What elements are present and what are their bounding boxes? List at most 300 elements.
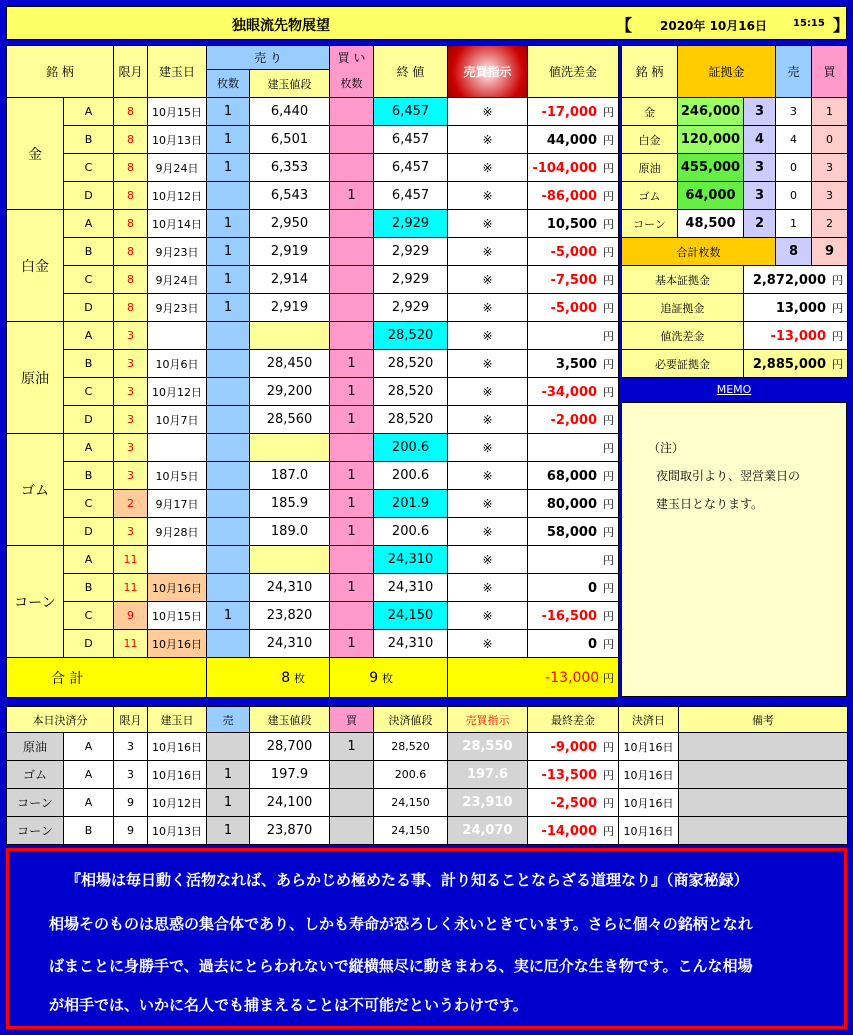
diff-value — [528, 602, 619, 630]
final-amount: -14,000 — [541, 823, 597, 839]
settle-letter: B — [64, 817, 114, 845]
settle-letter: A — [64, 789, 114, 817]
close-price: 24,150 — [374, 602, 448, 630]
settle-final — [528, 761, 619, 789]
contract-month: 9 — [114, 602, 148, 630]
close-price: 28,520 — [374, 350, 448, 378]
table-row — [7, 322, 619, 350]
header-date: 2020年 10月16日 — [660, 19, 767, 33]
entry-price — [250, 322, 330, 350]
yen-unit: 円 — [603, 824, 614, 838]
contract-letter: B — [64, 238, 114, 266]
settle-instruction: 24,070 — [448, 817, 528, 845]
diff-amount: 3,500 — [555, 356, 598, 372]
diff-value — [528, 238, 619, 266]
instruction-mark: ※ — [448, 266, 528, 294]
sell-qty — [207, 630, 250, 658]
entry-price: 187.0 — [250, 462, 330, 490]
settle-entry-price: 197.9 — [250, 761, 330, 789]
settle-header-month: 限月 — [114, 707, 148, 733]
contract-letter: A — [64, 434, 114, 462]
diff-value — [528, 378, 619, 406]
margin-row — [622, 126, 848, 154]
yen-unit: 円 — [603, 581, 615, 595]
instruction-mark: ※ — [448, 574, 528, 602]
entry-price: 23,820 — [250, 602, 330, 630]
diff-amount: -34,000 — [541, 384, 598, 400]
margin-total-row — [622, 238, 848, 266]
table-row — [7, 462, 619, 490]
buy-qty — [330, 546, 374, 574]
margin-buy: 0 — [812, 126, 848, 154]
sell-qty — [207, 546, 250, 574]
settle-price: 28,520 — [374, 733, 448, 761]
summary-amount: 2,885,000 — [752, 356, 827, 372]
buy-qty: 1 — [330, 490, 374, 518]
settle-entry-price: 23,870 — [250, 817, 330, 845]
total-sell — [207, 658, 330, 698]
sell-qty — [207, 378, 250, 406]
diff-amount: 80,000 — [546, 496, 598, 512]
col-header-date: 建玉日 — [148, 46, 207, 98]
settle-buy-qty — [330, 761, 374, 789]
yen-unit: 円 — [603, 768, 614, 782]
diff-amount: 58,000 — [546, 524, 598, 540]
instruction-mark: ※ — [448, 630, 528, 658]
buy-qty: 1 — [330, 518, 374, 546]
diff-amount: 10,500 — [546, 216, 598, 232]
settle-note — [679, 733, 848, 761]
margin-sell: 0 — [776, 154, 812, 182]
margin-sell: 1 — [776, 210, 812, 238]
contract-letter: A — [64, 98, 114, 126]
instruction-mark: ※ — [448, 434, 528, 462]
buy-qty: 1 — [330, 378, 374, 406]
col-header-buy: 買 い — [330, 46, 374, 70]
sell-qty — [207, 518, 250, 546]
settle-sell-qty: 1 — [207, 761, 250, 789]
entry-price: 24,310 — [250, 630, 330, 658]
instruction-mark: ※ — [448, 546, 528, 574]
margin-sell: 0 — [776, 182, 812, 210]
entry-price: 6,353 — [250, 154, 330, 182]
margin-amount: 246,000 — [678, 98, 744, 126]
table-row — [7, 630, 619, 658]
entry-date: 9月23日 — [148, 238, 207, 266]
contract-month: 8 — [114, 126, 148, 154]
contract-month: 8 — [114, 294, 148, 322]
table-row — [7, 350, 619, 378]
yen-unit: 円 — [603, 329, 615, 343]
yen-unit: 円 — [603, 273, 615, 287]
contract-month: 3 — [114, 350, 148, 378]
margin-commodity: ゴム — [622, 182, 678, 210]
buy-qty: 1 — [330, 350, 374, 378]
settle-commodity: 原油 — [7, 733, 64, 761]
total-diff — [448, 658, 619, 698]
contract-letter: A — [64, 322, 114, 350]
settle-month: 3 — [114, 761, 148, 789]
contract-letter: B — [64, 350, 114, 378]
margin-buy: 3 — [812, 154, 848, 182]
margin-buy: 3 — [812, 182, 848, 210]
settle-note — [679, 817, 848, 845]
margin-buy: 1 — [812, 98, 848, 126]
total-diff-amount: -13,000 — [545, 669, 600, 686]
table-row — [7, 574, 619, 602]
sell-qty — [207, 462, 250, 490]
entry-date: 10月16日 — [148, 574, 207, 602]
diff-value — [528, 574, 619, 602]
margin-units: 4 — [744, 126, 776, 154]
quote-line: ばまことに身勝手で、過去にとらわれないで縦横無尽に動きまわる、実に厄介な生き物です。こんな相場 — [49, 957, 753, 975]
contract-month: 8 — [114, 238, 148, 266]
settle-instruction: 23,910 — [448, 789, 528, 817]
settle-final — [528, 789, 619, 817]
close-price: 6,457 — [374, 98, 448, 126]
contract-letter: C — [64, 154, 114, 182]
summary-label: 値洗差金 — [622, 322, 744, 350]
margin-summary-row — [622, 294, 848, 322]
instruction-mark: ※ — [448, 98, 528, 126]
diff-value — [528, 126, 619, 154]
entry-price: 2,914 — [250, 266, 330, 294]
commodity-name: 原油 — [7, 322, 64, 434]
contract-letter: D — [64, 630, 114, 658]
col-header-month: 限月 — [114, 46, 148, 98]
buy-qty — [330, 126, 374, 154]
close-price: 200.6 — [374, 434, 448, 462]
entry-price — [250, 434, 330, 462]
buy-qty: 1 — [330, 182, 374, 210]
summary-value — [744, 266, 848, 294]
settle-entry-date: 10月12日 — [148, 789, 207, 817]
diff-value — [528, 462, 619, 490]
settle-header-note: 備考 — [679, 707, 848, 733]
summary-value — [744, 322, 848, 350]
entry-price — [250, 546, 330, 574]
margin-row — [622, 210, 848, 238]
entry-date: 10月15日 — [148, 602, 207, 630]
diff-amount: 0 — [587, 636, 598, 652]
yen-unit: 円 — [603, 161, 615, 175]
settlement-table — [6, 706, 848, 845]
settle-note — [679, 789, 848, 817]
close-price: 2,929 — [374, 294, 448, 322]
diff-value — [528, 98, 619, 126]
entry-date: 9月24日 — [148, 266, 207, 294]
yen-unit: 円 — [603, 609, 615, 623]
diff-amount: -17,000 — [541, 104, 598, 120]
buy-qty: 1 — [330, 406, 374, 434]
contract-letter: C — [64, 490, 114, 518]
table-row — [7, 294, 619, 322]
diff-value — [528, 490, 619, 518]
entry-date: 10月15日 — [148, 98, 207, 126]
contract-letter: A — [64, 546, 114, 574]
margin-sell: 4 — [776, 126, 812, 154]
total-sell-qty: 8 — [281, 669, 291, 686]
settlement-row — [7, 761, 848, 789]
buy-qty — [330, 210, 374, 238]
header-bar — [6, 6, 850, 40]
margin-header-buy: 買 — [812, 46, 848, 98]
summary-amount: -13,000 — [770, 328, 827, 344]
margin-header-sell: 売 — [776, 46, 812, 98]
contract-letter: D — [64, 294, 114, 322]
settle-date: 10月16日 — [619, 761, 679, 789]
diff-value — [528, 294, 619, 322]
diff-value — [528, 266, 619, 294]
settle-header-buy: 買 — [330, 707, 374, 733]
margin-summary-row — [622, 266, 848, 294]
settle-instruction: 28,550 — [448, 733, 528, 761]
close-price: 24,310 — [374, 630, 448, 658]
margin-total-buy: 9 — [812, 238, 848, 266]
settle-final — [528, 817, 619, 845]
diff-value — [528, 350, 619, 378]
margin-commodity: 金 — [622, 98, 678, 126]
instruction-mark: ※ — [448, 126, 528, 154]
quote-line: 『相場は毎日動く活物なれば、あらかじめ極めたる事、計り知ることならざる道理なり』（商家秘録） — [66, 871, 749, 889]
contract-month: 3 — [114, 406, 148, 434]
yen-unit: 円 — [832, 273, 844, 287]
margin-row — [622, 98, 848, 126]
close-price: 28,520 — [374, 378, 448, 406]
margin-row — [622, 182, 848, 210]
table-row — [7, 546, 619, 574]
yen-unit: 円 — [832, 301, 844, 315]
diff-value — [528, 322, 619, 350]
margin-total-sell: 8 — [776, 238, 812, 266]
diff-amount: 68,000 — [546, 468, 598, 484]
entry-date: 10月16日 — [148, 630, 207, 658]
sell-qty: 1 — [207, 238, 250, 266]
contract-letter: D — [64, 518, 114, 546]
bracket-open: 【 — [616, 16, 633, 35]
entry-date: 9月23日 — [148, 294, 207, 322]
entry-price: 2,950 — [250, 210, 330, 238]
settlement-row — [7, 817, 848, 845]
sell-qty — [207, 574, 250, 602]
sell-qty: 1 — [207, 294, 250, 322]
yen-unit: 円 — [603, 385, 615, 399]
table-row — [7, 238, 619, 266]
settle-letter: A — [64, 733, 114, 761]
instruction-mark: ※ — [448, 154, 528, 182]
contract-month: 11 — [114, 574, 148, 602]
memo-link[interactable]: MEMO — [716, 383, 752, 396]
table-row — [7, 154, 619, 182]
entry-date — [148, 322, 207, 350]
settle-buy-qty: 1 — [330, 733, 374, 761]
contract-letter: D — [64, 182, 114, 210]
settle-buy-qty — [330, 789, 374, 817]
margin-total-label: 合計枚数 — [622, 238, 776, 266]
header-time: 15:15 — [793, 18, 825, 29]
entry-price: 6,543 — [250, 182, 330, 210]
entry-price: 189.0 — [250, 518, 330, 546]
margin-header-margin: 証拠金 — [678, 46, 776, 98]
buy-qty — [330, 434, 374, 462]
sell-qty — [207, 182, 250, 210]
settle-header-final: 最終差金 — [528, 707, 619, 733]
yen-unit: 円 — [832, 329, 844, 343]
diff-value — [528, 154, 619, 182]
entry-price: 24,310 — [250, 574, 330, 602]
table-row — [7, 602, 619, 630]
table-row — [7, 182, 619, 210]
contract-letter: C — [64, 378, 114, 406]
entry-price: 6,440 — [250, 98, 330, 126]
settle-price: 200.6 — [374, 761, 448, 789]
col-header-price: 建玉値段 — [250, 70, 330, 98]
entry-price: 29,200 — [250, 378, 330, 406]
sell-qty — [207, 350, 250, 378]
quote-line: が相手では、いかに名人でも捕まえることは不可能だというわけです。 — [49, 996, 528, 1014]
sell-qty: 1 — [207, 210, 250, 238]
quote-line: 相場そのものは思惑の集合体であり、しかも寿命が恐ろしく永いときています。さらに個々の銘柄となれ — [49, 915, 753, 933]
table-row — [7, 406, 619, 434]
yen-unit: 円 — [603, 133, 615, 147]
positions-table — [6, 45, 619, 698]
buy-qty — [330, 98, 374, 126]
page-title: 独眼流先物展望 — [232, 18, 330, 34]
yen-unit: 円 — [603, 357, 615, 371]
sell-qty: 1 — [207, 154, 250, 182]
settle-letter: A — [64, 761, 114, 789]
instruction-mark: ※ — [448, 182, 528, 210]
instruction-mark: ※ — [448, 210, 528, 238]
close-price: 200.6 — [374, 462, 448, 490]
instruction-mark: ※ — [448, 378, 528, 406]
buy-qty — [330, 322, 374, 350]
margin-units: 3 — [744, 154, 776, 182]
margin-commodity: 原油 — [622, 154, 678, 182]
sell-qty: 1 — [207, 98, 250, 126]
entry-date: 9月24日 — [148, 154, 207, 182]
entry-date: 10月6日 — [148, 350, 207, 378]
entry-price: 2,919 — [250, 294, 330, 322]
yen-unit: 円 — [603, 525, 615, 539]
memo-panel — [621, 402, 847, 697]
contract-letter: B — [64, 462, 114, 490]
settle-entry-date: 10月16日 — [148, 733, 207, 761]
table-row — [7, 126, 619, 154]
sell-qty — [207, 406, 250, 434]
margin-table — [621, 45, 848, 378]
margin-buy: 2 — [812, 210, 848, 238]
settle-commodity: コーン — [7, 789, 64, 817]
contract-month: 11 — [114, 630, 148, 658]
diff-amount: -2,000 — [550, 412, 598, 428]
table-row — [7, 98, 619, 126]
margin-amount: 455,000 — [678, 154, 744, 182]
col-header-close: 終 値 — [374, 46, 448, 98]
yen-unit: 円 — [603, 245, 615, 259]
close-price: 6,457 — [374, 126, 448, 154]
instruction-mark: ※ — [448, 406, 528, 434]
memo-line: 建玉日となります。 — [656, 497, 764, 511]
buy-qty — [330, 602, 374, 630]
unit-label: 枚 — [294, 671, 306, 685]
margin-units: 3 — [744, 98, 776, 126]
sell-qty — [207, 322, 250, 350]
quote-panel — [6, 848, 847, 1029]
entry-price: 28,560 — [250, 406, 330, 434]
memo-line: （注） — [648, 441, 685, 455]
diff-value — [528, 210, 619, 238]
commodity-name: ゴム — [7, 434, 64, 546]
total-buy — [330, 658, 448, 698]
settle-entry-price: 28,700 — [250, 733, 330, 761]
contract-month: 2 — [114, 490, 148, 518]
entry-price: 2,919 — [250, 238, 330, 266]
memo-line: 夜間取引より、翌営業日の — [656, 469, 801, 483]
entry-date: 10月13日 — [148, 126, 207, 154]
buy-qty — [330, 154, 374, 182]
settle-commodity: コーン — [7, 817, 64, 845]
diff-value — [528, 434, 619, 462]
margin-sell: 3 — [776, 98, 812, 126]
sell-qty: 1 — [207, 602, 250, 630]
margin-units: 3 — [744, 182, 776, 210]
settle-sell-qty — [207, 733, 250, 761]
close-price: 6,457 — [374, 154, 448, 182]
settle-price: 24,150 — [374, 789, 448, 817]
entry-price: 185.9 — [250, 490, 330, 518]
table-row — [7, 490, 619, 518]
close-price: 2,929 — [374, 266, 448, 294]
sell-qty — [207, 490, 250, 518]
instruction-mark: ※ — [448, 518, 528, 546]
contract-month: 8 — [114, 266, 148, 294]
table-row — [7, 266, 619, 294]
instruction-mark: ※ — [448, 238, 528, 266]
contract-month: 11 — [114, 546, 148, 574]
final-amount: -9,000 — [550, 739, 597, 755]
entry-date: 10月5日 — [148, 462, 207, 490]
summary-value — [744, 294, 848, 322]
contract-letter: B — [64, 574, 114, 602]
buy-qty: 1 — [330, 462, 374, 490]
buy-qty — [330, 294, 374, 322]
yen-unit: 円 — [603, 469, 615, 483]
col-header-instruction: 売買指示 — [448, 46, 528, 98]
diff-value — [528, 518, 619, 546]
table-row — [7, 518, 619, 546]
diff-value — [528, 406, 619, 434]
settle-date: 10月16日 — [619, 733, 679, 761]
col-header-sell: 売 り — [207, 46, 330, 70]
close-price: 200.6 — [374, 518, 448, 546]
margin-summary-row — [622, 322, 848, 350]
unit-label: 枚 — [382, 671, 394, 685]
yen-unit: 円 — [832, 357, 844, 371]
yen-unit: 円 — [603, 413, 615, 427]
settle-header-settle-date: 決済日 — [619, 707, 679, 733]
diff-value — [528, 182, 619, 210]
entry-date: 10月12日 — [148, 378, 207, 406]
commodity-name: 金 — [7, 98, 64, 210]
settle-header-sell: 売 — [207, 707, 250, 733]
contract-month: 8 — [114, 98, 148, 126]
margin-units: 2 — [744, 210, 776, 238]
margin-commodity: 白金 — [622, 126, 678, 154]
summary-label: 追証拠金 — [622, 294, 744, 322]
diff-amount: -16,500 — [541, 608, 598, 624]
contract-month: 3 — [114, 462, 148, 490]
